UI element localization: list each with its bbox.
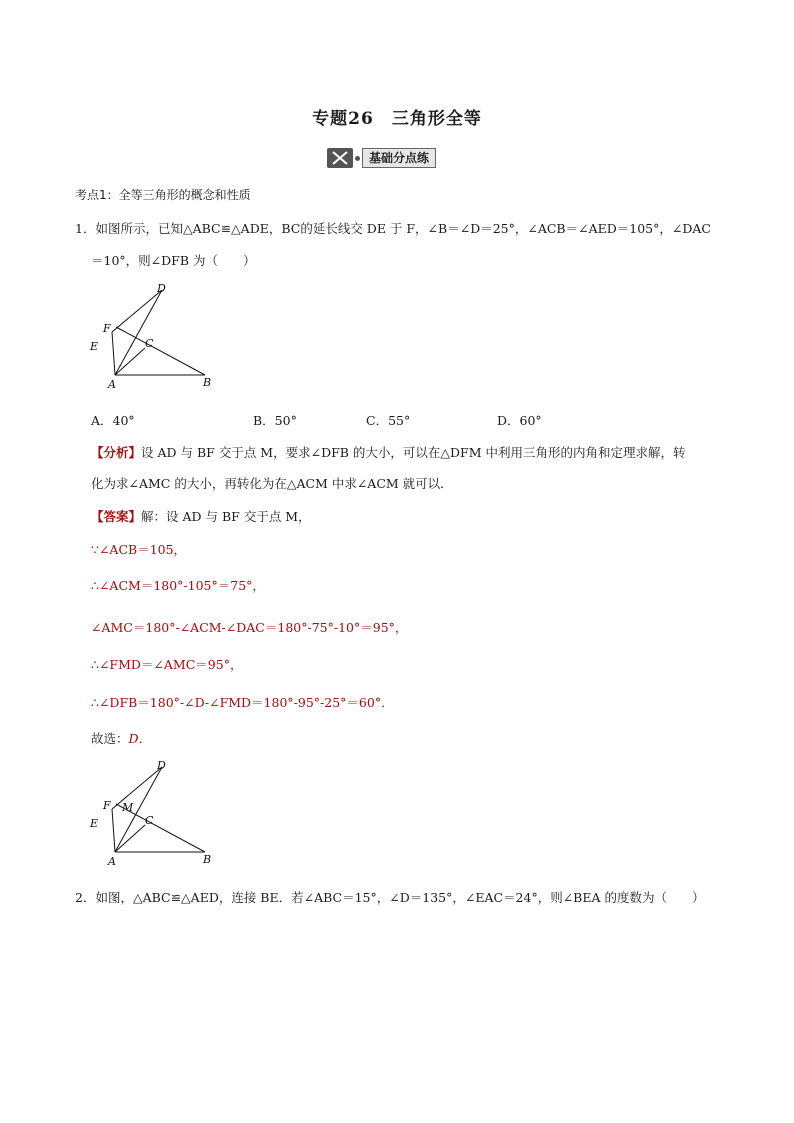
answer-line: [91, 507, 311, 525]
analysis-line-2: 化为求∠AMC 的大小，再转化为在△ACM 中求∠ACM 就可以．: [91, 476, 453, 491]
choose-line: [91, 729, 151, 747]
label-E: E: [90, 817, 99, 830]
label-D: D: [157, 282, 166, 295]
badge-label: 基础分点练: [362, 148, 436, 168]
segment-EA: [112, 809, 115, 852]
choose-label: 故选：: [91, 731, 129, 746]
figure-1-diagram: [85, 280, 225, 395]
page-title: 专题26 三角形全等: [312, 109, 482, 129]
option-b: B．50°: [253, 413, 297, 428]
answer-tag: 【答案】: [91, 509, 142, 524]
option-d: D．60°: [497, 413, 542, 428]
question-1-line-2: ＝10°，则∠DFB 为（ ）: [91, 253, 256, 268]
crossed-tools-icon: [327, 148, 353, 168]
segment-AC: [115, 348, 145, 375]
solution-step-4: ∴∠FMD＝∠AMC＝95°，: [91, 657, 243, 672]
label-B: B: [203, 853, 212, 866]
answer-intro: 解：设 AD 与 BF 交于点 M，: [141, 509, 311, 524]
label-E: E: [90, 340, 99, 353]
label-C: C: [145, 814, 154, 827]
solution-step-2: ∴∠ACM＝180°-105°＝75°，: [91, 578, 265, 593]
question-2-line-1: 2．如图，△ABC≌△AED，连接 BE．若∠ABC＝15°，∠D＝135°，∠EAC＝24°，则∠BEA 的度数为（ ）: [75, 890, 705, 905]
label-F: F: [103, 799, 111, 812]
segment-FB: [116, 327, 205, 375]
label-B: B: [203, 376, 212, 389]
segment-AD: [115, 290, 162, 375]
solution-step-1: ∵∠ACB＝105，: [91, 542, 187, 557]
section-heading: 考点1：全等三角形的概念和性质: [75, 188, 251, 202]
solution-step-5: ∴∠DFB＝180°-∠D-∠FMD＝180°-95°-25°＝60°．: [91, 695, 394, 710]
label-F: F: [103, 322, 111, 335]
section-badge: [327, 147, 436, 169]
figure-2-diagram: [85, 757, 225, 872]
label-A: A: [108, 855, 116, 868]
option-c: C．55°: [366, 413, 411, 428]
label-A: A: [108, 378, 116, 391]
solution-step-3: ∠AMC＝180°-∠ACM-∠DAC＝180°-75°-10°＝95°，: [91, 620, 408, 635]
badge-dot: [355, 156, 360, 161]
label-M: M: [122, 801, 134, 814]
analysis-text-1: 设 AD 与 BF 交于点 M，要求∠DFB 的大小，可以在△DFM 中利用三角形的内角和定理求解，转: [141, 445, 686, 460]
segment-EA: [112, 332, 115, 375]
segment-ED: [112, 767, 162, 809]
segment-AC: [115, 825, 145, 852]
analysis-line-1: [91, 443, 686, 461]
label-C: C: [145, 337, 154, 350]
analysis-tag: 【分析】: [91, 445, 142, 460]
question-1-line-1: 1．如图所示，已知△ABC≌△ADE，BC的延长线交 DE 于 F，∠B＝∠D＝25°，∠ACB＝∠AED＝105°，∠DAC: [75, 221, 711, 236]
choose-value: D．: [128, 731, 152, 746]
segment-ED: [112, 290, 162, 332]
label-D: D: [157, 759, 166, 772]
option-a: A．40°: [91, 413, 135, 428]
